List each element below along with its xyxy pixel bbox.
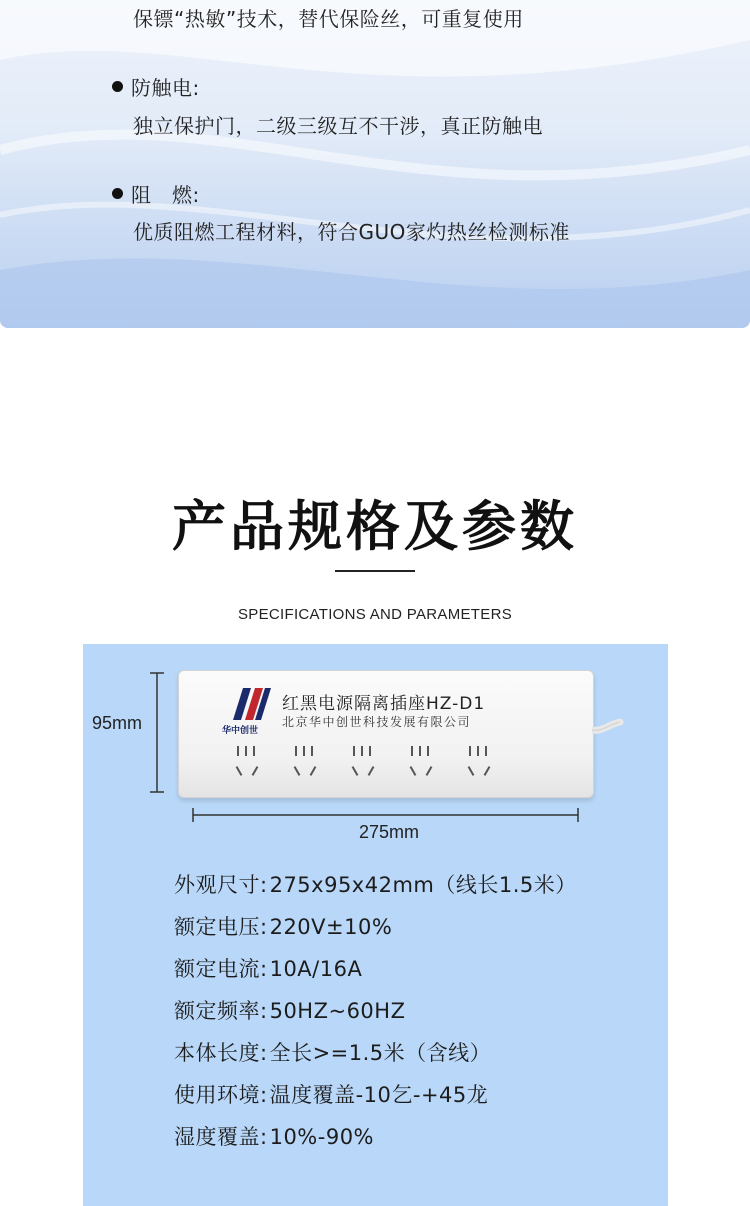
feature-item-flame-desc: 优质阻燃工程材料，符合GUO家灼热丝检测标准 xyxy=(133,220,570,244)
bullet-icon xyxy=(112,81,123,92)
feature-top-line: 保镖“热敏”技术，替代保险丝，可重复使用 xyxy=(133,7,524,31)
wave-background xyxy=(0,0,750,328)
spec-row-humidity: 湿度覆盖:10%-90% xyxy=(174,1125,375,1149)
feature-title: 阻 燃: xyxy=(131,183,200,207)
section-title: 产品规格及参数 xyxy=(172,495,578,558)
section-subtitle: SPECIFICATIONS AND PARAMETERS xyxy=(237,606,513,623)
feature-item-anti-shock-title xyxy=(112,72,200,101)
feature-title: 防触电: xyxy=(131,76,200,100)
height-dimension-line xyxy=(148,670,168,796)
product-name: 红黑电源隔离插座HZ-D1 xyxy=(282,694,486,714)
spec-row-temperature: 使用环境:温度覆盖-10乞-+45龙 xyxy=(174,1083,489,1107)
height-label: 95mm xyxy=(92,713,143,733)
spec-row-voltage: 额定电压:220V±10% xyxy=(174,915,393,939)
width-label: 275mm xyxy=(359,822,420,842)
outlet-icon xyxy=(291,744,329,784)
feature-panel xyxy=(0,0,750,328)
spec-row-current: 额定电流:10A/16A xyxy=(174,957,363,981)
feature-item-flame-title xyxy=(112,179,200,208)
brand-logo-icon xyxy=(229,686,273,722)
company-name: 北京华中创世科技发展有限公司 xyxy=(282,715,472,729)
feature-item-anti-shock-desc: 独立保护门，二级三级互不干涉，真正防触电 xyxy=(133,114,543,138)
outlet-icon xyxy=(465,744,503,784)
outlet-icon xyxy=(349,744,387,784)
outlet-icon xyxy=(407,744,445,784)
outlet-icon xyxy=(233,744,271,784)
spec-row-frequency: 额定频率:50HZ~60HZ xyxy=(174,999,406,1023)
title-divider xyxy=(335,570,415,572)
brand-logo-text: 华中创世 xyxy=(222,726,259,736)
spec-row-length: 本体长度:全长>=1.5米（含线） xyxy=(174,1041,492,1065)
bullet-icon xyxy=(112,188,123,199)
power-cord xyxy=(592,716,624,742)
spec-row-dimensions: 外观尺寸:275x95x42mm（线长1.5米） xyxy=(174,873,577,897)
